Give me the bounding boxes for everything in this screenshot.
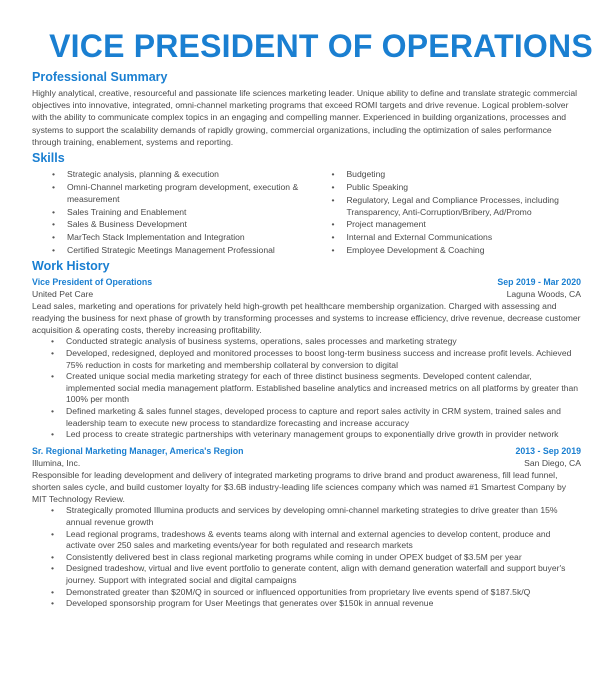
job-bullets (32, 336, 581, 440)
job-entry (32, 276, 581, 441)
job-bullet: • Conducted strategic analysis of business systems, operations, sales processes and marketing strategy (51, 336, 581, 348)
resume-name-heading: VICE PRESIDENT OF OPERATIONS (49, 28, 593, 64)
skill-item: • Certified Strategic Meetings Management Professional (52, 244, 331, 257)
job-company: United Pet Care (32, 288, 94, 299)
skill-item: • Public Speaking (331, 181, 581, 194)
skill-item: • Omni-Channel marketing program development, execution & measurement (52, 181, 331, 206)
job-description: Responsible for leading development and delivery of integrated marketing programs to drive brand and product awareness, fill lead funnel, shorten sales cycle, and build customer loyalty for $3.6B industry-leading life sciences company which was named #1 Smartest Company by MIT Technology Review. (32, 469, 567, 505)
skill-item: • MarTech Stack Implementation and Integration (52, 231, 331, 244)
job-bullet: • Created unique social media marketing strategy for each of three distinct business segments. Developed content calendar, implemented social media management platform. Established baseline analytics and increased metrics on all platforms by greater than 100% per month (51, 371, 581, 406)
job-location: Laguna Woods, CA (506, 288, 581, 299)
job-bullet: • Consistently delivered best in class regional marketing programs while coming in under OPEX budget of $3.5M per year (51, 552, 581, 564)
job-title: Sr. Regional Marketing Manager, America's Region (32, 445, 244, 456)
skills-list (32, 168, 581, 257)
skill-item: • Regulatory, Legal and Compliance Processes, including Transparency, Anti-Corruption/Bribery, Ad/Promo (331, 194, 581, 219)
skill-item: • Internal and External Communications (331, 231, 581, 244)
skills-section-title: Skills (32, 151, 65, 166)
job-entry (32, 445, 581, 610)
skill-item: • Employee Development & Coaching (331, 244, 581, 257)
job-bullet: • Developed sponsorship program for User Meetings that generates over $150k in annual revenue (51, 598, 581, 610)
job-bullet: • Demonstrated greater than $20M/Q in sourced or influenced opportunities from proprietary live events spend of $187.5k/Q (51, 587, 581, 599)
work-history-section-title: Work History (32, 258, 110, 273)
job-bullet: • Lead regional programs, tradeshows & events teams along with internal and external agencies to develop content, produce and activate over 250 sales and marketing events/year for both regulated and research markets (51, 529, 581, 552)
job-dates: Sep 2019 - Mar 2020 (497, 276, 581, 287)
job-company: Illumina, Inc. (32, 457, 81, 468)
job-bullets (32, 505, 581, 609)
summary-section-title: Professional Summary (32, 70, 168, 84)
resume-content (32, 70, 581, 614)
skill-item: • Project management (331, 218, 581, 231)
summary-text: Highly analytical, creative, resourceful and passionate life sciences marketing leader. Unique ability to define and translate strategic commercial objectives into innovative, integrated, omni-channel marketing programs that exceed ROMI targets and drive revenue. Logical problem-solver with the ability to communicate complex topics in an engaging and compelling manner. Experienced in building organizations, processes and systems to support the scalability demands of rapidly growing, commercial organizations, including the optimization of sales performance through training, enablement, systems and reporting. (32, 88, 578, 147)
skill-item: • Sales Training and Enablement (52, 206, 331, 219)
job-bullet: • Developed, redesigned, deployed and monitored processes to boost long-term business success and increase profit levels. Achieved 75% reduction in costs for marketing and membership collateral by conversion to digital (51, 348, 581, 371)
job-bullet: • Strategically promoted Illumina products and services by developing omni-channel marketing strategies to drive greater than 15% annual revenue growth (51, 505, 581, 528)
skill-item: • Sales & Business Development (52, 218, 331, 231)
skill-item: • Strategic analysis, planning & execution (52, 168, 331, 181)
job-dates: 2013 - Sep 2019 (515, 445, 581, 456)
job-title: Vice President of Operations (32, 276, 153, 287)
job-description: Lead sales, marketing and operations for privately held high-growth pet healthcare membership organization. Charged with assessing and readying the business for next phase of growth by transforming processes and systems to increase efficiency, drive revenue, decrease customer acquisition & operating costs, thereby increasing profitability. (32, 300, 581, 336)
skills-column-right (331, 168, 581, 257)
skill-item: • Budgeting (331, 168, 581, 181)
skills-column-left (32, 168, 331, 257)
job-bullet: • Designed tradeshow, virtual and live event portfolio to generate content, align with demand generation waterfall and support buyer's journey. Support with integrated social and digital campaigns (51, 563, 581, 586)
job-location: San Diego, CA (524, 457, 581, 468)
job-bullet: • Led process to create strategic partnerships with veterinary management groups to exponentially drive growth in provider network (51, 429, 581, 441)
job-bullet: • Defined marketing & sales funnel stages, developed process to capture and report sales activity in CRM system, trained sales and leadership team to execute new process to standardize forecasting and increase accuracy (51, 406, 581, 429)
